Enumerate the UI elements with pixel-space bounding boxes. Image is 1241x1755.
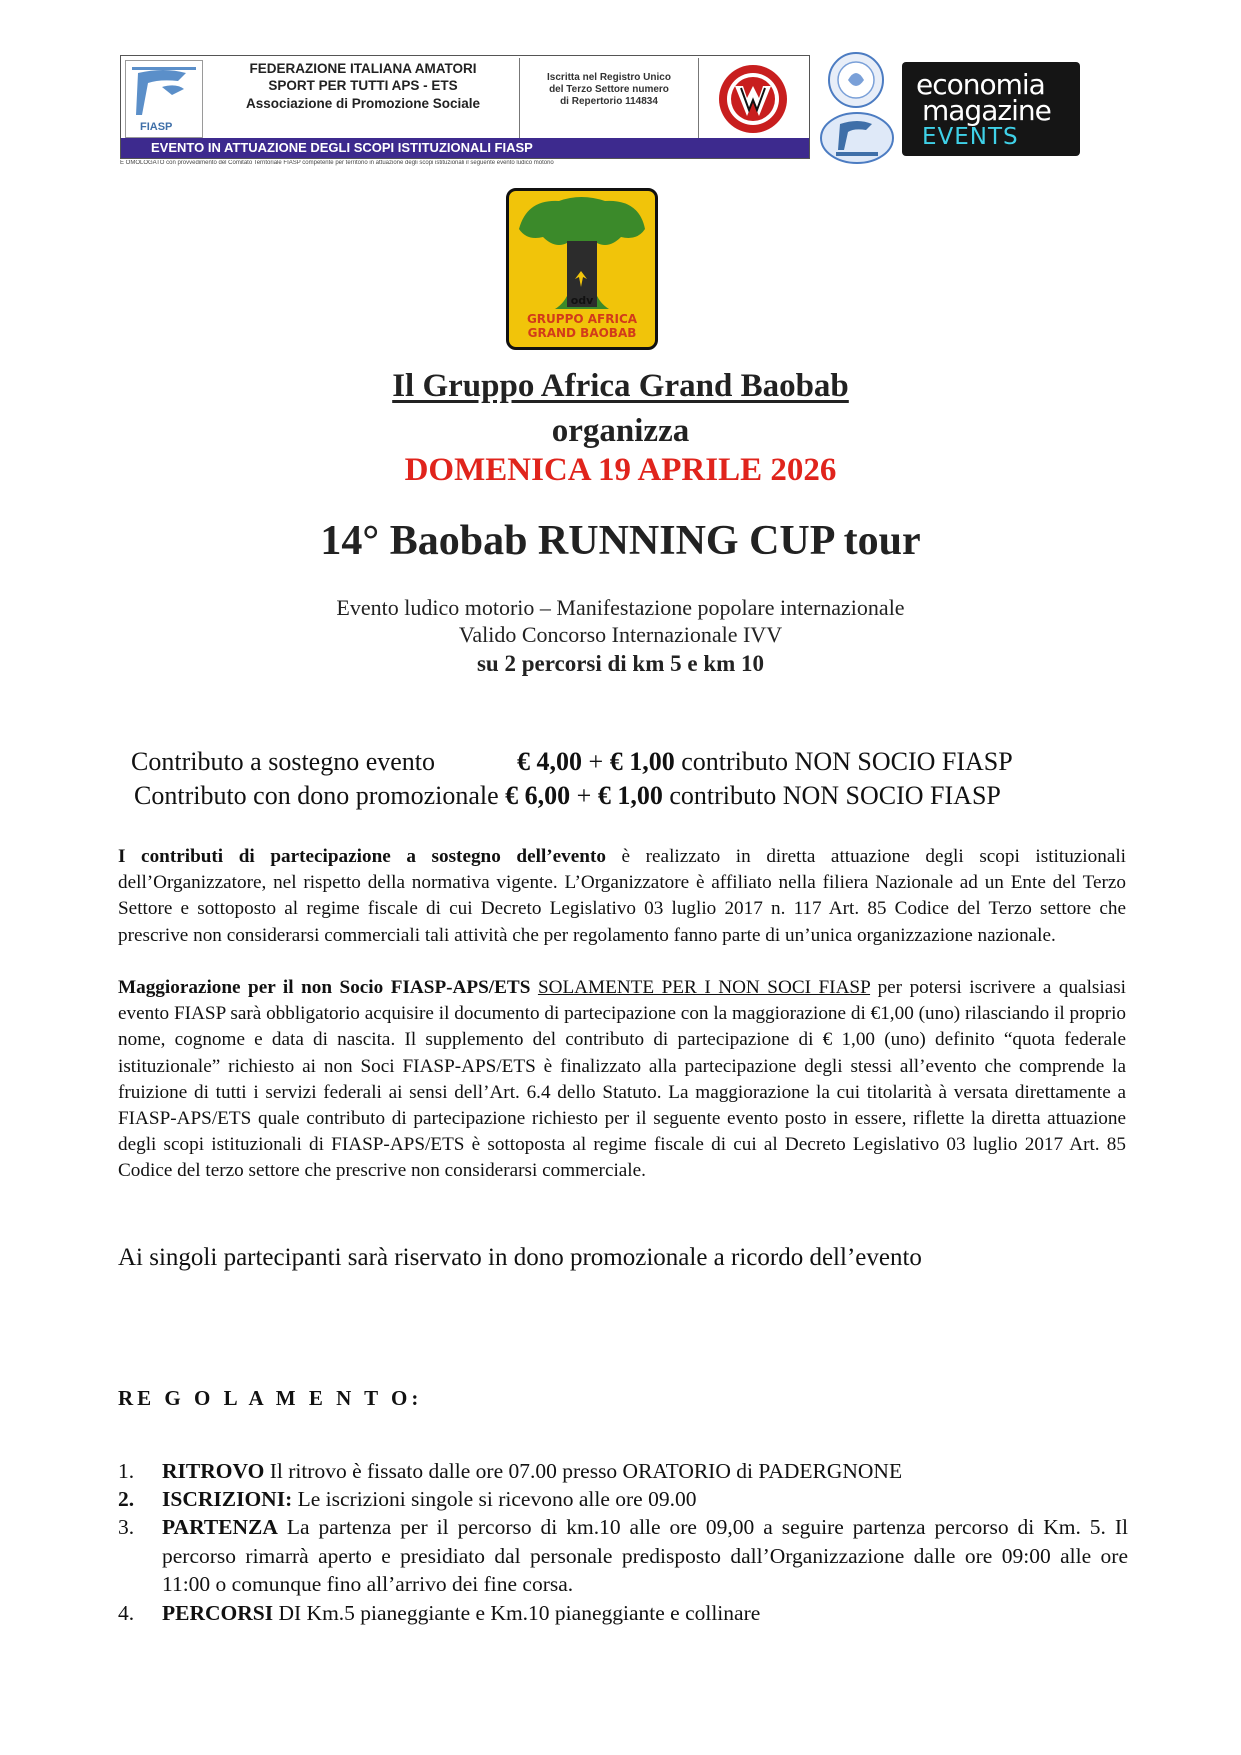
registry-line1: Iscritta nel Registro Unico: [547, 72, 671, 83]
organizza-label: organizza: [551, 413, 690, 449]
gruppo-africa-logo: [506, 188, 658, 350]
list-item: 1. RITROVO Il ritrovo è fissato dalle ore 07.00 presso ORATORIO di PADERGNONE: [118, 1459, 903, 1483]
organizer-title: Il Gruppo Africa Grand Baobab: [392, 368, 849, 404]
event-date: DOMENICA 19 APRILE 2026: [404, 452, 837, 488]
magazine-text: magazine: [922, 94, 1051, 127]
fee-label: Contributo a sostegno evento: [131, 747, 436, 776]
logo-name-line2: GRAND BAOBAB: [527, 326, 637, 340]
omologato-note: E OMOLOGATO con provvedimento del Comitato Territoriale FIASP competente per territorio in attuazione degli scopi istituzionali il seguente evento ludico motorio: [120, 160, 554, 166]
event-subtitle-3: su 2 percorsi di km 5 e km 10: [476, 651, 765, 676]
institutional-strip: EVENTO IN ATTUAZIONE DEGLI SCOPI ISTITUZIONALI FIASP: [121, 138, 809, 158]
surcharge-paragraph: Maggiorazione per il non Socio FIASP-APS/ETS SOLAMENTE PER I NON SOCI FIASP per potersi iscrivere a qualsiasi evento FIASP sarà obbligatorio acquisire il documento di partecipazione con la maggiorazione di €1,00 (uno) rilasciando il proprio nome, cognome e data di nascita. Il supplemento del contributo di partecipazione di € 1,00 (uno) definito “quota federale istituzionale” richiesto ai non Soci FIASP-APS/ETS è finalizzato alla partecipazione degli stessi all’evento che comprende la fruizione di tutti i servizi federali ai sensi dell’Art. 6.4 dello Statuto. La maggiorazione la cui titolarità à versata direttamente a FIASP-APS/ETS quale contributo di partecipazione richiesto per il seguente evento posto in essere, riflette la diretta attuazione degli scopi istituzionali di FIASP-APS/ETS è sottoposta al regime fiscale di cui al Decreto Legislativo 03 luglio 2017 Art. 85 Codice del terzo settore che prescrive non considerarsi commerciale.: [118, 977, 1127, 1182]
list-item: 3. PARTENZA La partenza per il percorso di km.10 alle ore 09,00 a seguire partenza percorso di Km. 5. Il percorso rimarrà aperto e presidiato dal personale predisposto dall’Organizzazione dalle ore 09:00 alle ore 11:00 o comunque fino all’arrivo dei fine corsa.: [118, 1515, 1128, 1596]
event-subtitle-2: Valido Concorso Internazionale IVV: [458, 622, 783, 647]
fiasp-name-line2: SPORT PER TUTTI APS - ETS: [268, 78, 458, 93]
bergamo-brescia-logo-icon: [818, 110, 896, 166]
fee-note: contributo NON SOCIO FIASP: [681, 747, 1013, 776]
gift-note: Ai singoli partecipanti sarà riservato in dono promozionale a ricordo dell’evento: [118, 1244, 922, 1271]
fee-extra: € 1,00: [597, 781, 663, 810]
fiasp-name-block: [209, 60, 517, 113]
regional-committee-logo-icon: [822, 50, 890, 110]
fiasp-header-banner: [120, 55, 810, 159]
fiasp-name-line1: FEDERAZIONE ITALIANA AMATORI: [249, 61, 477, 76]
event-subtitle-1: Evento ludico motorio – Manifestazione popolare internazionale: [336, 595, 905, 620]
fee-amount: € 4,00: [517, 747, 583, 776]
fee-extra: € 1,00: [609, 747, 675, 776]
event-name: 14° Baobab RUNNING CUP tour: [320, 518, 921, 564]
fiasp-logo: [125, 60, 203, 138]
fee-label: Contributo con dono promozionale: [134, 781, 499, 810]
fiasp-logo-text: FIASP: [140, 121, 173, 133]
registry-line3: di Repertorio 114834: [560, 96, 658, 107]
economia-text: economia: [916, 68, 1045, 101]
fee-amount: € 6,00: [505, 781, 571, 810]
fee-line-1: Contributo a sostegno evento € 4,00 + € 1,00 contributo NON SOCIO FIASP: [131, 747, 1013, 776]
odv-label: odv: [570, 294, 594, 307]
list-item: 4. PERCORSI DI Km.5 pianeggiante e Km.10 pianeggiante e collinare: [118, 1601, 761, 1625]
ivv-logo-icon: [703, 60, 803, 138]
registry-line2: del Terzo Settore numero: [549, 84, 669, 95]
economia-magazine-logo: [902, 62, 1080, 156]
contributions-paragraph: I contributi di partecipazione a sostegno dell’evento è realizzato in diretta attuazione degli scopi istituzionali dell’Organizzatore, nel rispetto della normativa vigente. L’Organizzatore è affiliato nella filiera Nazionale ad un Ente del Terzo Settore e sottoposto al regime fiscale di cui Decreto Legislativo 03 luglio 2017 n. 117 Art. 85 Codice del Terzo settore che prescrive non considerarsi commerciali tali attività che per regolamento fanno parte di un’unica organizzazione nazionale.: [118, 846, 1127, 946]
events-text: EVENTS: [922, 124, 1019, 150]
fiasp-name-line3: Associazione di Promozione Sociale: [245, 96, 481, 111]
regolamento-title: RE G O L A M E N T O:: [118, 1386, 423, 1410]
fee-note: contributo NON SOCIO FIASP: [669, 781, 1001, 810]
list-item: 2. ISCRIZIONI: Le iscrizioni singole si ricevono alle ore 09.00: [118, 1487, 697, 1511]
baobab-tree-icon: [509, 191, 655, 347]
logo-name-line1: GRUPPO AFRICA: [526, 312, 638, 326]
registry-info-box: [519, 58, 699, 138]
fee-line-2: Contributo con dono promozionale € 6,00 + € 1,00 contributo NON SOCIO FIASP: [134, 781, 1001, 810]
